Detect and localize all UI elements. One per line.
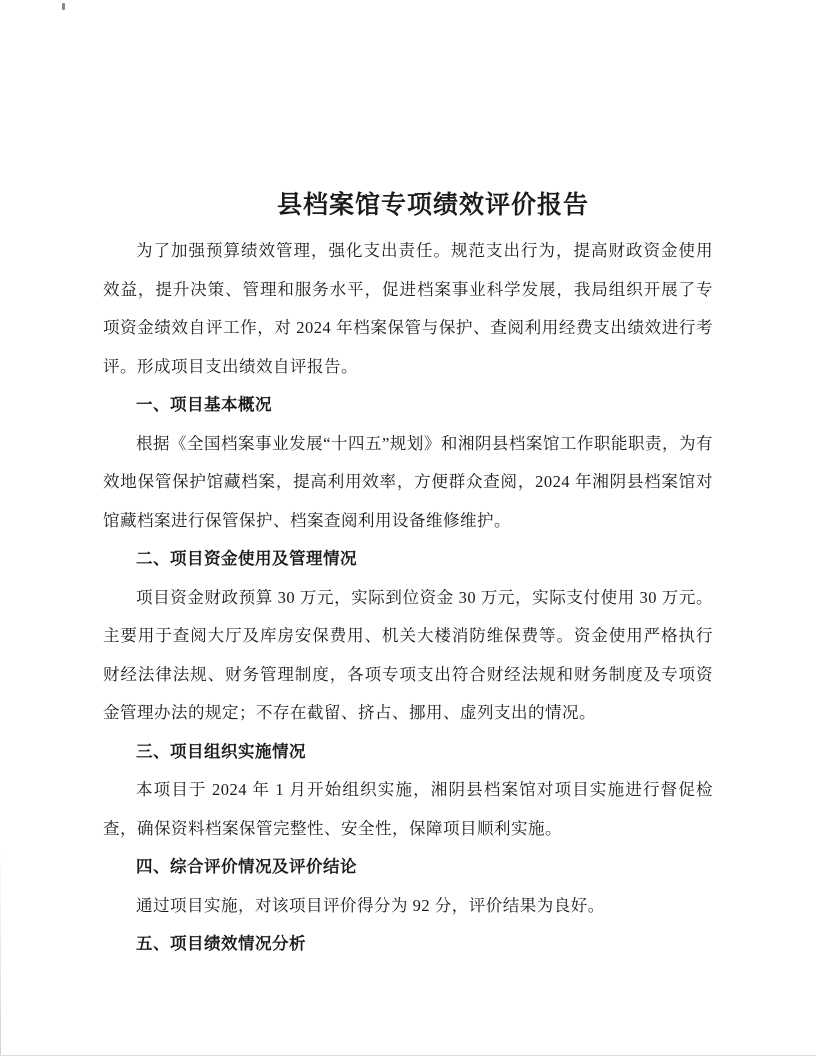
scan-edge-left [0, 0, 1, 1056]
section-body-4: 通过项目实施，对该项目评价得分为 92 分，评价结果为良好。 [136, 895, 605, 915]
section-body-2: 项目资金财政预算 30 万元，实际到位资金 30 万元，实际支付使用 30 万元。主要用于查阅大厅及库房安保费用、机关大楼消防维保费等。资金使用严格执行财经法律法规、财务管理制度，各项专项支出符合财经法规和财务制度及专项资金管理办法的规定；不存在截留、挤占、挪用、虚列支出的情况。 [103, 587, 713, 722]
page-title: 县档案馆专项绩效评价报告 [276, 192, 589, 219]
section-heading-1: 一、项目基本概况 [136, 395, 272, 414]
document-content [103, 184, 713, 964]
paragraph-intro: 为了加强预算绩效管理，强化支出责任。规范支出行为，提高财政资金使用效益，提升决策、管理和服务水平，促进档案事业科学发展，我局组织开展了专项资金绩效自评工作，对 2024 年档案保管与保护、查阅利用经费支出绩效进行考评。形成项目支出绩效自评报告。 [103, 241, 713, 376]
section-heading-5: 五、项目绩效情况分析 [136, 934, 306, 953]
section-heading-3: 三、项目组织实施情况 [136, 741, 306, 761]
scan-artifact-speck [62, 3, 65, 10]
section-heading-4: 四、综合评价情况及评价结论 [136, 857, 357, 876]
section-body-1: 根据《全国档案事业发展“十四五”规划》和湘阴县档案馆工作职能职责，为有效地保管保护馆藏档案，提高利用效率，方便群众查阅，2024 年湘阴县档案馆对馆藏档案进行保管保护、档案查阅利用设备维修维护。 [103, 433, 713, 530]
section-heading-2: 二、项目资金使用及管理情况 [136, 549, 357, 568]
section-body-3: 本项目于 2024 年 1 月开始组织实施，湘阴县档案馆对项目实施进行督促检查，确保资料档案保管完整性、安全性，保障项目顺利实施。 [103, 780, 713, 838]
